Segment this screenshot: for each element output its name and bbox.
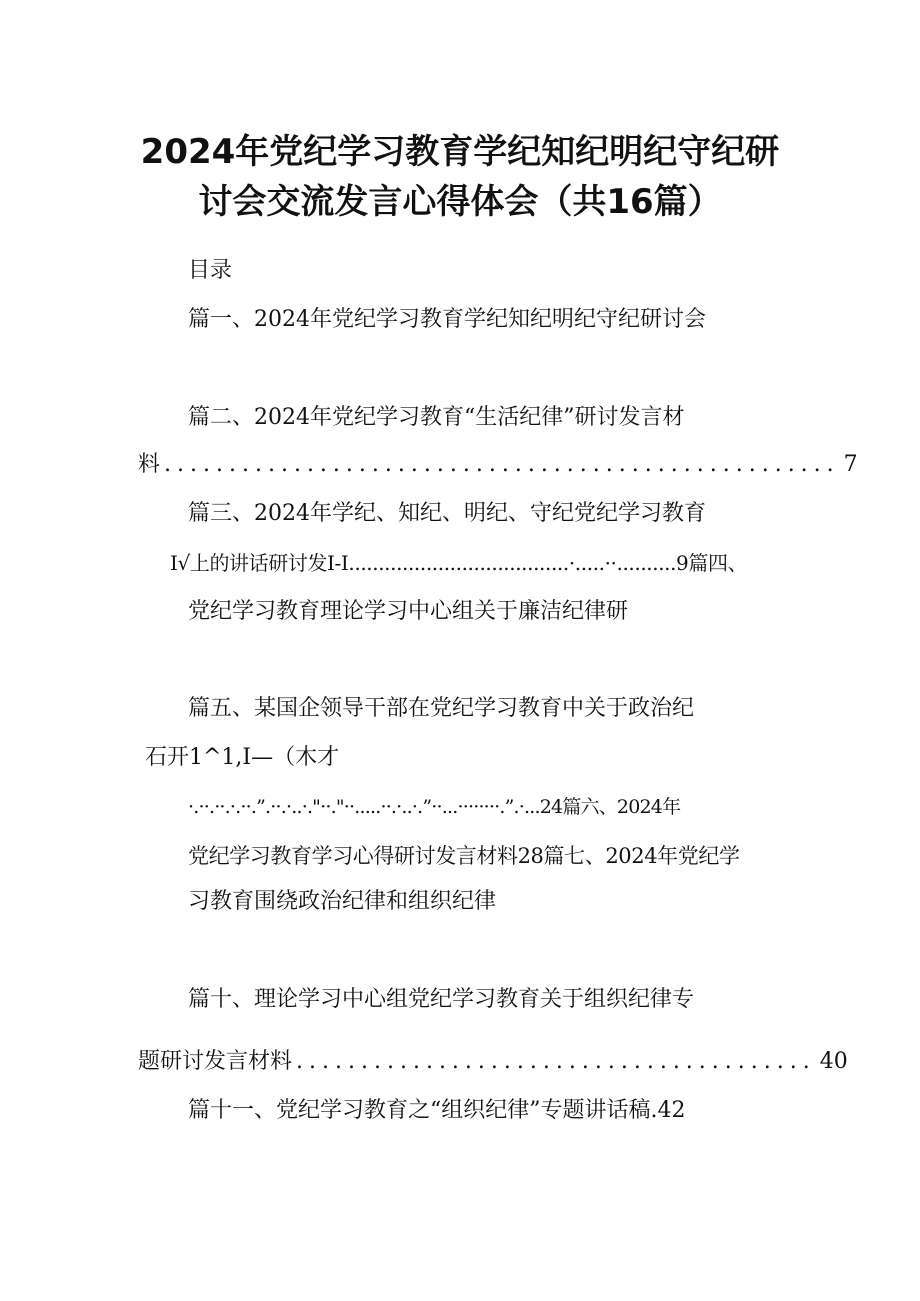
toc-entry-with-leader [138, 1047, 848, 1077]
toc-entry: 篇二、2024年党纪学习教育“生活纪律”研讨发言材 [188, 405, 685, 430]
page-number: 40 [819, 1049, 848, 1074]
toc-entry: 篇三、2024年学纪、知纪、明纪、守纪党纪学习教育 [188, 501, 706, 526]
toc-entry: 党纪学习教育理论学习中心组关于廉洁纪律研 [188, 599, 629, 624]
toc-entry: ·.··.··.·.··.”.··.·..·."··."··.....··.·..·.”··...········.”.·...24篇六、2024年 [188, 796, 681, 818]
toc-entry: 篇十一、党纪学习教育之“组织纪律”专题讲话稿.42 [188, 1098, 686, 1123]
toc-entry: 篇五、某国企领导干部在党纪学习教育中关于政治纪 [188, 696, 695, 721]
leader-dots: ........................................ [296, 1049, 816, 1074]
leader-dots: .................................................... [164, 452, 840, 477]
toc-entry-text: 题研讨发言材料 [138, 1049, 293, 1074]
toc-entry-with-leader [138, 450, 858, 480]
document-title-line-2: 讨会交流发言心得体会（共16篇） [198, 182, 722, 222]
toc-entry: 党纪学习教育学习心得研讨发言材料28篇七、2024年党纪学 [188, 844, 740, 868]
toc-entry: 石开1^1,I—（木才 [145, 745, 340, 770]
toc-entry: 习教育围绕政治纪律和组织纪律 [188, 889, 497, 914]
toc-entry: 篇一、2024年党纪学习教育学纪知纪明纪守纪研讨会 [188, 307, 706, 332]
page-number: 7 [843, 452, 858, 477]
toc-entry: 篇十、理论学习中心组党纪学习教育关于组织纪律专 [188, 987, 695, 1012]
document-title-line-1: 2024年党纪学习教育学纪知纪明纪守纪研 [140, 132, 780, 172]
toc-heading: 目录 [188, 258, 233, 283]
toc-entry: I√上的讲话研讨发I-I.....................................·.....··..........9篇四、 [170, 551, 748, 575]
toc-entry-text: 料 [138, 452, 161, 477]
